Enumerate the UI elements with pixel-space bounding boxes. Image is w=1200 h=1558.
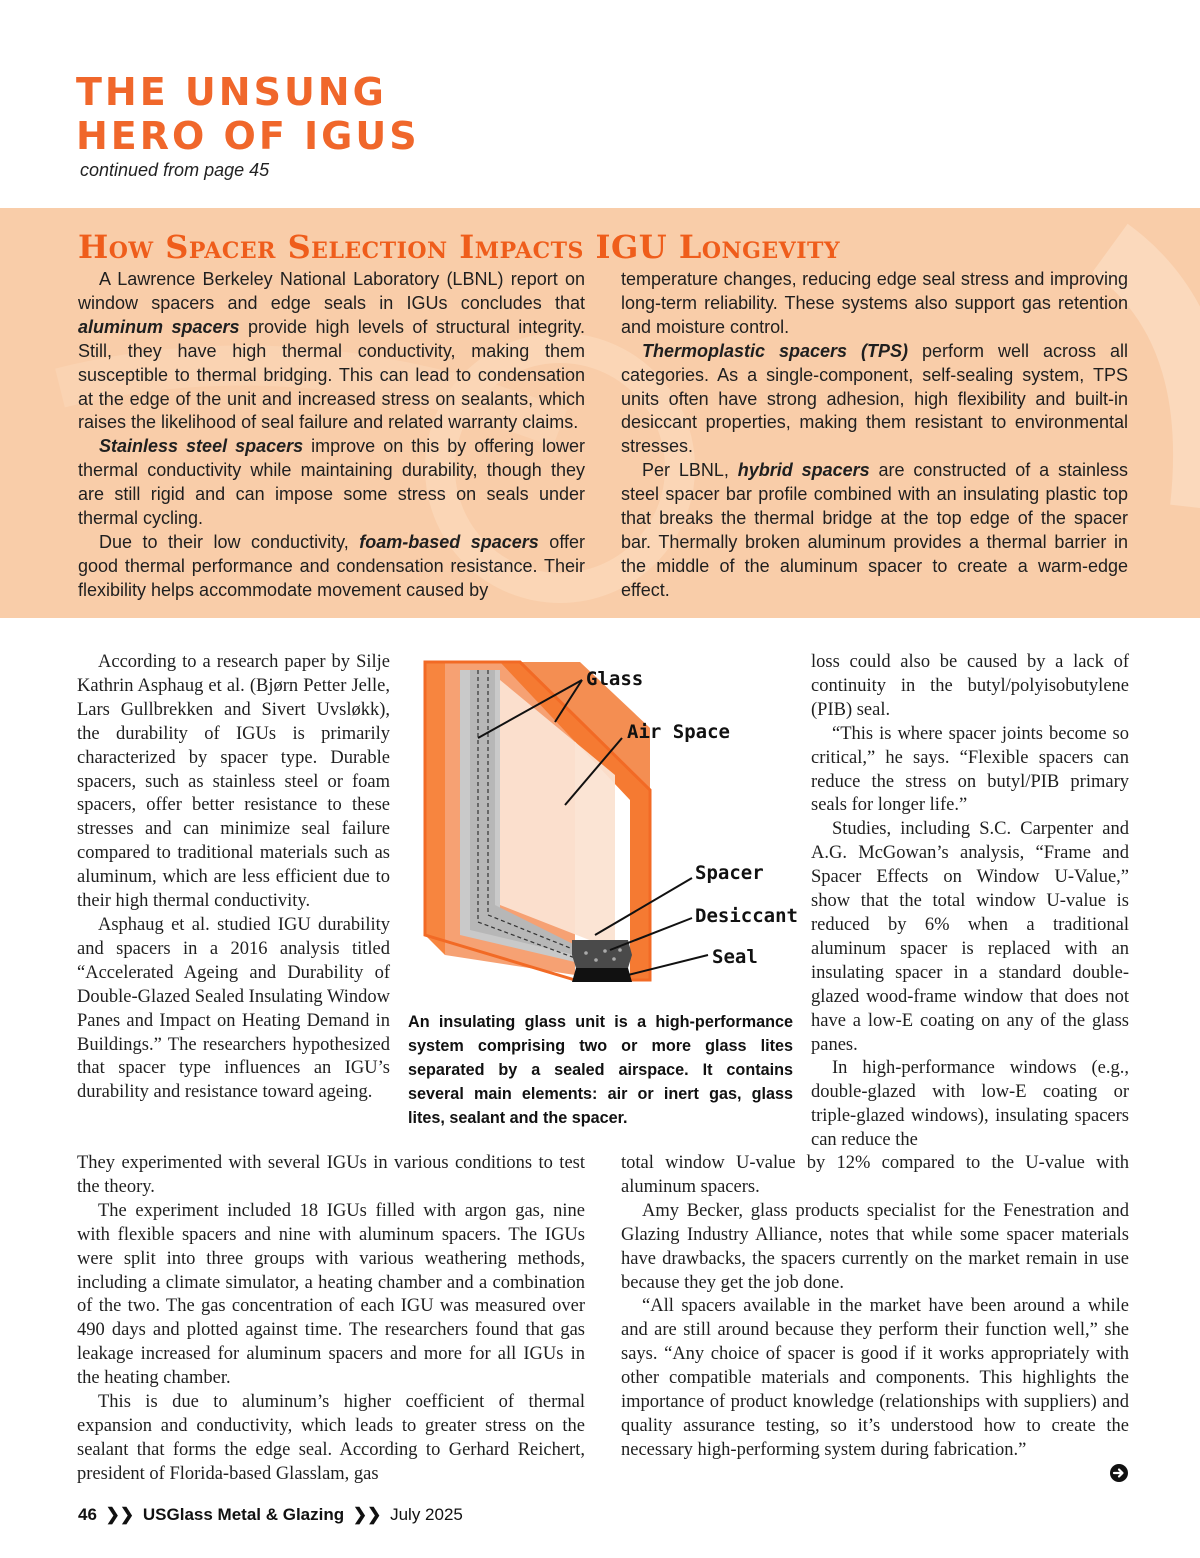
article-column-right-wide [621,1152,1129,1463]
article-paragraph: In high-performance windows (e.g., double-glazed with low-E coating or triple-glazed windows), insulating spacers can reduce the [811,1058,1129,1151]
article-paragraph: loss could also be caused by a lack of continuity in the butyl/polyisobutylene (PIB) seal. [811,652,1129,720]
issue-date: July 2025 [390,1505,463,1524]
text-run: provide high levels of structural integrity. Still, they have high thermal conductivity, making them susceptible to thermal bridging. This can lead to condensation at the edge of the unit and increased stress on sealants, which raises the likelihood of seal failure and related warranty claims. [78,316,585,433]
desiccant-bead [584,951,588,955]
article-title [76,70,420,158]
text-run: Due to their low conductivity, [99,531,360,552]
sidebar-column-right [621,268,1128,603]
label-desiccant: Desiccant [695,905,798,927]
text-run: are constructed of a stainless steel spacer bar profile combined with an insulating plastic top that breaks the thermal bridge at the top edge of the spacer bar. Thermally broken aluminum provides a thermal barrier in the middle of the aluminum spacer to create a warm-edge effect. [621,460,1128,600]
sidebar-paragraph [78,435,585,531]
title-line-2: HERO OF IGUS [76,114,420,158]
figure-caption: An insulating glass unit is a high-performance system comprising two or more glass lites separated by a sealed airspace. It contains several main elements: air or inert gas, glass lites, sealant and the spacer. [408,1013,793,1127]
term-hybrid-spacers: hybrid spacers [737,460,870,481]
desiccant-bead [618,948,622,952]
text-run: Per LBNL, [642,460,738,481]
title-line-1: THE UNSUNG [76,70,387,114]
sidebar-paragraph [621,340,1128,460]
article-paragraph: “This is where spacer joints become so critical,” he says. “Flexible spacers can reduce the stress on butyl/PIB primary seals for longer life.” [811,723,1129,816]
article-column-left-narrow [77,651,390,1105]
text-run: A Lawrence Berkeley National Laboratory (LBNL) report on window spacers and edge seals in IGUs concludes that [78,269,585,313]
sidebar-heading: How Spacer Selection Impacts IGU Longevity [78,228,841,266]
term-aluminum-spacers: aluminum spacers [78,316,240,337]
desiccant-bead [594,958,598,962]
sidebar-paragraph [78,531,585,603]
sidebar-paragraph [621,459,1128,602]
text-run: improve on this by offering lower thermal conductivity while maintaining durability, though they are still rigid and can impose some stress on seals under thermal cycling. [78,436,586,529]
page-number: 46 [78,1505,97,1524]
igu-diagram [400,650,800,1000]
article-column-right-narrow [811,651,1129,1153]
article-paragraph: total window U-value by 12% compared to the U-value with aluminum spacers. [621,1153,1129,1197]
term-stainless-steel-spacers: Stainless steel spacers [99,436,304,457]
sidebar-box [0,208,1200,618]
article-paragraph: They experimented with several IGUs in various conditions to test the theory. [77,1153,585,1197]
seal-block [572,968,632,982]
desiccant-bead [612,957,616,961]
text-run: perform well across all categories. As a single-component, self-sealing system, TPS units often have strong adhesion, high flexibility and built-in desiccant properties, making them resistant to environmental stresses. [621,340,1128,457]
article-paragraph: This is due to aluminum’s higher coefficient of thermal expansion and conductivity, which leads to greater stress on the sealant that forms the edge seal. According to Gerhard Reichert, president of Florida-based Glasslam, gas [77,1392,585,1484]
article-paragraph: The experiment included 18 IGUs filled with argon gas, nine with flexible spacers and nine with aluminum spacers. The IGUs were split into three groups with various weathering methods, including a climate simulator, a heating chamber and a combination of the two. The gas concentration of each IGU was measured over 490 days and plotted against time. The researchers found that gas leakage increased for aluminum spacers and more for all IGUs in the heating chamber. [77,1200,585,1389]
article-paragraph: Amy Becker, glass products specialist for the Fenestration and Glazing Industry Alliance, notes that while some spacer materials have drawbacks, the spacers currently on the market remain in use because they get the job done. [621,1200,1129,1293]
arrow-circle-right-icon [1110,1464,1128,1482]
label-spacer: Spacer [695,862,764,884]
page-footer [78,1505,463,1525]
sidebar-paragraph [78,268,585,435]
term-thermoplastic-spacers: Thermoplastic spacers (TPS) [642,340,909,361]
article-paragraph: According to a research paper by Silje Kathrin Asphaug et al. (Bjørn Petter Jelle, Lars Gullbrekken and Sivert Uvsløkk), the durability of IGUs is primarily characterized by spacer type. Durable spacers, such as stainless steel or foam spacers, offer better resistance to these stresses and can minimize seal failure compared to traditional materials such as aluminum, which are less efficient due to their high thermal conductivity. [77,652,390,912]
continued-note: continued from page 45 [80,160,270,180]
label-air-space: Air Space [627,721,730,743]
sidebar-column-left [78,268,585,603]
publication-name: USGlass Metal & Glazing [142,1505,345,1524]
label-glass: Glass [586,668,644,690]
term-foam-based-spacers: foam-based spacers [359,531,539,552]
footer-separator: ❯❯ [352,1505,382,1524]
desiccant-bead [603,949,607,953]
article-column-left-wide [77,1152,585,1487]
article-paragraph: “All spacers available in the market have been around a while and are still around because they perform their function well,” she says. “Any choice of spacer is good if it works appropriately with other compatible materials and components. This highlights the importance of product knowledge (relationships with suppliers) and quality assurance testing, so it’s understood how to create the necessary high-performing system during fabrication.” [621,1296,1129,1460]
footer-separator: ❯❯ [105,1505,135,1524]
text-run: offer good thermal performance and condensation resistance. Their flexibility helps accommodate movement caused by [78,531,585,600]
article-paragraph: Studies, including S.C. Carpenter and A.G. McGowan’s analysis, “Frame and Spacer Effects on Window U-Value,” show that the total window U-value is reduced by 6% when a traditional aluminum spacer is replaced with an insulating spacer in a standard double-glazed wood-frame window that does not have a low-E coating on any of the glass panes. [811,819,1129,1055]
sidebar-paragraph: temperature changes, reducing edge seal stress and improving long-term reliability. These systems also support gas retention and moisture control. [621,269,1128,337]
label-seal: Seal [712,946,758,968]
glass-lite-back-edge [425,662,445,955]
article-paragraph: Asphaug et al. studied IGU durability and spacers in a 2016 analysis titled “Accelerated Ageing and Durability of Double-Glazed Sealed Insulating Window Panes and Impact on Heating Demand in Buildings.” The researchers hypothesized that spacer type influences an IGU’s durability and resistance toward ageing. [77,914,390,1103]
